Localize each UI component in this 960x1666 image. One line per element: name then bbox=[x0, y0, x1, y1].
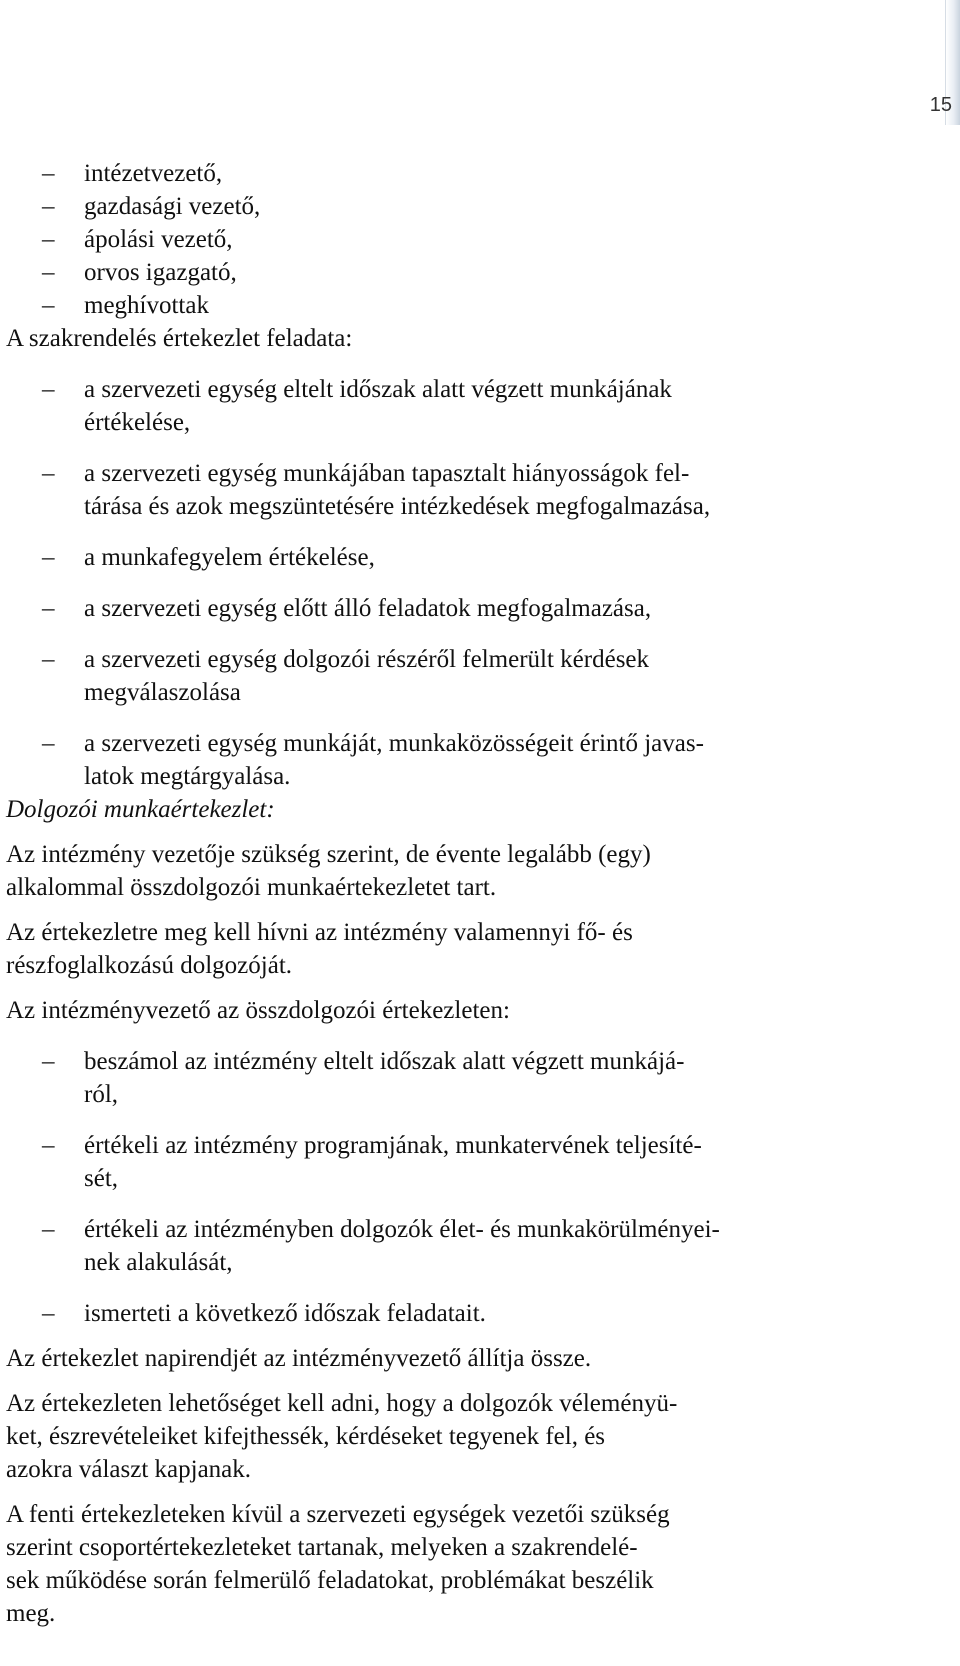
paragraph: Az értekezlet napirendjét az intézményvezető állítja össze. bbox=[6, 1345, 592, 1372]
list-item: – a szervezeti egység előtt álló feladatok megfogalmazása, bbox=[6, 592, 938, 625]
list-item: – értékeli az intézmény programjának, munkatervének teljesíté- sét, bbox=[6, 1129, 938, 1195]
document-body bbox=[6, 157, 938, 1630]
list-item: – a szervezeti egység eltelt időszak alatt végzett munkájának értékelése, bbox=[6, 373, 938, 439]
dash-bullet: – bbox=[42, 160, 55, 187]
paragraph: Az intézményvezető az összdolgozói értekezleten: bbox=[6, 997, 510, 1024]
list-item: – gazdasági vezető, bbox=[6, 190, 938, 223]
szakrendeles-list bbox=[6, 373, 938, 793]
vezeto-list bbox=[6, 1045, 938, 1330]
dash-bullet: – bbox=[42, 193, 55, 220]
page-number: 15 bbox=[929, 94, 952, 116]
list-item: – meghívottak bbox=[6, 289, 938, 322]
dash-bullet: – bbox=[42, 730, 55, 757]
paragraph: Az intézmény vezetője szükség szerint, de évente legalább (egy) alkalommal összdolgozói munkaértekezletet tart. bbox=[6, 841, 651, 901]
dash-bullet: – bbox=[42, 544, 55, 571]
paragraph: A fenti értekezleteken kívül a szervezeti egységek vezetői szükség szerint csoportértekezleteket tartanak, melyeken a szakrendelé- sek működése során felmerülő feladatokat, problémákat beszélik meg. bbox=[6, 1501, 670, 1627]
dash-bullet: – bbox=[42, 376, 55, 403]
szakrendeles-title: A szakrendelés értekezlet feladata: bbox=[6, 325, 353, 352]
list-item: – a szervezeti egység dolgozói részéről felmerült kérdések megválaszolása bbox=[6, 643, 938, 709]
paragraph: Az értekezletre meg kell hívni az intézmény valamennyi fő- és részfoglalkozású dolgozóját. bbox=[6, 919, 633, 979]
list-item: – ápolási vezető, bbox=[6, 223, 938, 256]
paragraph: Az értekezleten lehetőséget kell adni, hogy a dolgozók véleményü- ket, észrevételeiket kifejthessék, kérdéseket tegyenek fel, és azokra választ kapjanak. bbox=[6, 1390, 678, 1483]
dash-bullet: – bbox=[42, 226, 55, 253]
intro-list bbox=[6, 157, 938, 322]
list-item: – a szervezeti egység munkáját, munkaközösségeit érintő javas- latok megtárgyalása. bbox=[6, 727, 938, 793]
dash-bullet: – bbox=[42, 460, 55, 487]
dash-bullet: – bbox=[42, 1300, 55, 1327]
list-item: – a szervezeti egység munkájában tapasztalt hiányosságok fel- tárása és azok megszüntetésére intézkedések megfogalmazása, bbox=[6, 457, 938, 523]
list-item: – beszámol az intézmény eltelt időszak alatt végzett munkájá- ról, bbox=[6, 1045, 938, 1111]
list-item: – ismerteti a következő időszak feladatait. bbox=[6, 1297, 938, 1330]
dash-bullet: – bbox=[42, 292, 55, 319]
dash-bullet: – bbox=[42, 1216, 55, 1243]
list-item: – a munkafegyelem értékelése, bbox=[6, 541, 938, 574]
list-item: – orvos igazgató, bbox=[6, 256, 938, 289]
dash-bullet: – bbox=[42, 259, 55, 286]
dash-bullet: – bbox=[42, 1132, 55, 1159]
list-item: – intézetvezető, bbox=[6, 157, 938, 190]
list-item: – értékeli az intézményben dolgozók élet- és munkakörülményei- nek alakulását, bbox=[6, 1213, 938, 1279]
dash-bullet: – bbox=[42, 1048, 55, 1075]
section-heading: Dolgozói munkaértekezlet: bbox=[6, 796, 275, 823]
dash-bullet: – bbox=[42, 646, 55, 673]
dash-bullet: – bbox=[42, 595, 55, 622]
